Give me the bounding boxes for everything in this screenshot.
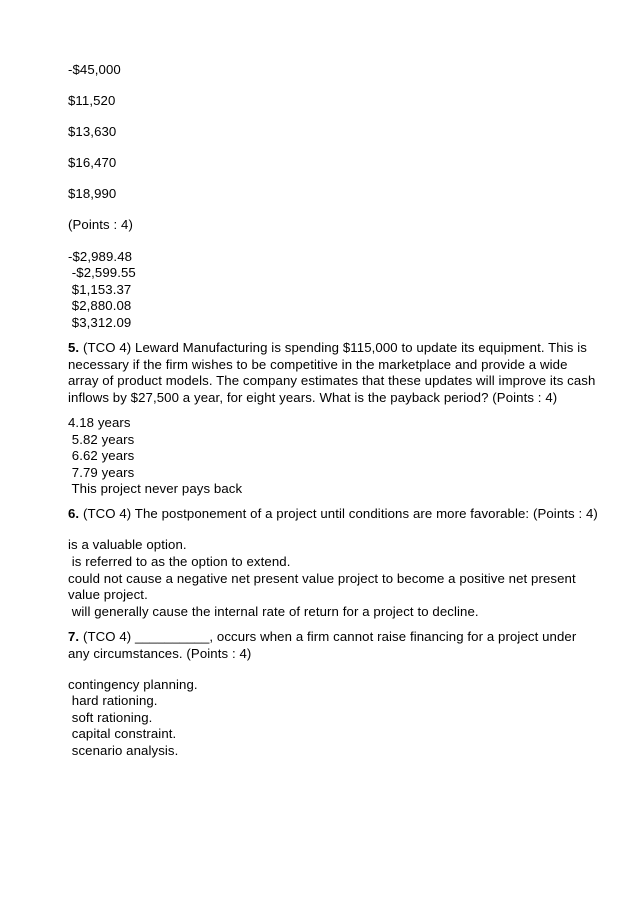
- question-5-text: (TCO 4) Leward Manufacturing is spending $115,000 to update its equipment. This is necessary if the firm wishes to be competitive in the marketplace and provide a wide array of product models. The company estimates that these updates will improve its cash inflows by $27,500 a year, for eight years. What is the payback period? (Points : 4): [68, 340, 596, 405]
- q7-option-4: capital constraint.: [68, 726, 177, 742]
- question-6-number: 6.: [68, 506, 80, 522]
- q7-option-1: contingency planning.: [68, 676, 198, 692]
- cash-flow-year-3: $16,470: [68, 155, 117, 171]
- cash-flow-year-2: $13,630: [68, 124, 117, 140]
- q7-option-3: soft rationing.: [68, 709, 153, 725]
- question-7: [68, 629, 598, 662]
- q4-option-4: $2,880.08: [68, 298, 132, 314]
- question-5: [68, 340, 598, 406]
- question-6-text: (TCO 4) The postponement of a project until conditions are more favorable: (Points : 4): [79, 506, 598, 522]
- q6-option-4: will generally cause the internal rate of return for a project to decline.: [68, 603, 479, 619]
- q6-option-3: could not cause a negative net present value project to become a positive net present value project.: [68, 570, 576, 603]
- cash-flow-year-1: $11,520: [68, 93, 116, 109]
- q6-option-1: is a valuable option.: [68, 537, 187, 553]
- question-6: [68, 506, 598, 523]
- question-7-number: 7.: [68, 628, 80, 644]
- q7-option-5: scenario analysis.: [68, 743, 179, 758]
- q5-option-1: 4.18 years: [68, 414, 131, 430]
- q5-option-3: 6.62 years: [68, 448, 135, 464]
- q4-option-1: -$2,989.48: [68, 248, 133, 264]
- cash-flow-year-0: -$45,000: [68, 62, 121, 77]
- q4-option-2: -$2,599.55: [68, 265, 136, 281]
- q6-options: [68, 537, 598, 620]
- q4-option-3: $1,153.37: [68, 281, 132, 297]
- q5-options: [68, 415, 598, 498]
- q4-option-5: $3,312.09: [68, 314, 132, 330]
- q5-option-2: 5.82 years: [68, 431, 135, 447]
- q5-option-5: This project never pays back: [68, 481, 243, 497]
- document-page: [68, 62, 598, 760]
- q7-option-2: hard rationing.: [68, 693, 158, 709]
- q7-options: [68, 677, 598, 760]
- cash-flow-year-4: $18,990: [68, 186, 117, 202]
- question-5-number: 5.: [68, 340, 80, 356]
- q5-option-4: 7.79 years: [68, 464, 135, 480]
- question-7-text: (TCO 4) __________, occurs when a firm cannot raise financing for a project under any circumstances. (Points : 4): [68, 628, 577, 661]
- points-label: (Points : 4): [68, 217, 133, 233]
- q4-options: [68, 249, 598, 332]
- q6-option-2: is referred to as the option to extend.: [68, 554, 291, 570]
